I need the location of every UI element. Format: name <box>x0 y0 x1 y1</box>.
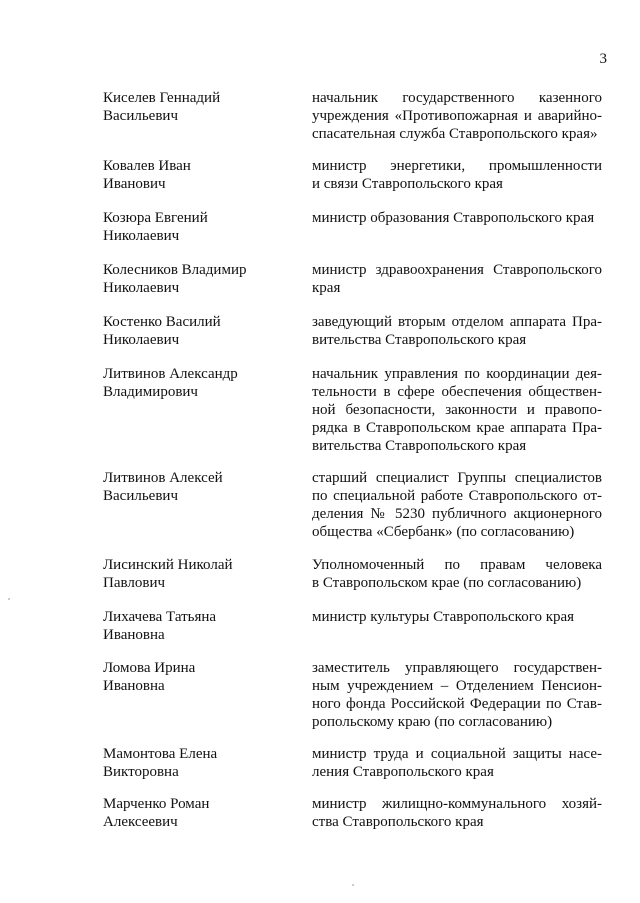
member-position <box>312 795 602 831</box>
member-position <box>312 365 602 455</box>
member-name <box>103 608 293 644</box>
member-position <box>312 659 602 731</box>
member-name <box>103 365 293 401</box>
member-position-line: заведующий вторым отделом аппарата Пра- <box>312 314 602 330</box>
member-position-line: деления № 5230 публичного акционерного <box>312 506 602 522</box>
member-position-line: общества «Сбербанк» (по согласованию) <box>312 524 575 540</box>
member-name-line: Костенко Василий <box>103 314 221 330</box>
member-name-line: Алексеевич <box>103 814 178 830</box>
member-name-line: Ковалев Иван <box>103 158 191 174</box>
member-name-line: Козюра Евгений <box>103 210 208 226</box>
member-position <box>312 313 602 349</box>
member-position <box>312 745 602 781</box>
member-name-line: Васильевич <box>103 488 178 504</box>
member-position-line: ного фонда Российской Федерации по Став- <box>312 696 602 712</box>
member-position <box>312 157 602 193</box>
member-position-line: министр образования Ставропольского края <box>312 210 595 226</box>
member-position-line: начальник управления по координации дея- <box>312 366 602 382</box>
page-number: 3 <box>599 51 607 67</box>
member-name <box>103 795 293 831</box>
member-name-line: Ломова Ирина <box>103 660 196 676</box>
member-name-line: Лихачева Татьяна <box>103 609 217 625</box>
member-position-line: спасательная служба Ставропольского края» <box>312 126 598 142</box>
member-position <box>312 556 602 592</box>
member-position-line: вительства Ставропольского края <box>312 332 527 348</box>
member-position-line: министр здравоохранения Ставропольского <box>312 262 602 278</box>
member-position-line: ления Ставропольского края <box>312 764 494 780</box>
scan-speck <box>8 598 10 600</box>
member-name <box>103 157 293 193</box>
member-name <box>103 313 293 349</box>
member-name <box>103 659 293 695</box>
member-name-line: Иванович <box>103 176 166 192</box>
member-name-line: Николаевич <box>103 332 180 348</box>
member-name <box>103 556 293 592</box>
member-name-line: Николаевич <box>103 280 180 296</box>
member-name-line: Владимирович <box>103 384 198 400</box>
member-position-line: министр культуры Ставропольского края <box>312 609 575 625</box>
member-position-line: министр труда и социальной защиты насе- <box>312 746 602 762</box>
member-position-line: ным учреждением – Отделением Пенсион- <box>312 678 602 694</box>
member-position <box>312 469 602 541</box>
member-name-line: Викторовна <box>103 764 179 780</box>
member-position-line: ропольскому краю (по согласованию) <box>312 714 553 730</box>
member-position <box>312 209 602 227</box>
member-position-line: рядка в Ставропольском крае аппарата Пра- <box>312 420 602 436</box>
member-name-line: Литвинов Алексей <box>103 470 223 486</box>
member-position-line: по специальной работе Ставропольского от- <box>312 488 602 504</box>
member-position <box>312 261 602 297</box>
member-name <box>103 261 293 297</box>
member-name <box>103 469 293 505</box>
member-name-line: Ивановна <box>103 627 165 643</box>
member-position-line: в Ставропольском крае (по согласованию) <box>312 575 582 591</box>
member-position-line: и связи Ставропольского края <box>312 176 503 192</box>
member-name-line: Киселев Геннадий <box>103 90 221 106</box>
member-position-line: старший специалист Группы специалистов <box>312 470 602 486</box>
scan-speck <box>352 884 354 886</box>
member-name-line: Колесников Владимир <box>103 262 247 278</box>
member-position-line: ной безопасности, законности и правопо- <box>312 402 602 418</box>
member-name-line: Лисинский Николай <box>103 557 233 573</box>
member-name-line: Мамонтова Елена <box>103 746 218 762</box>
member-position-line: края <box>312 280 341 296</box>
member-name-line: Литвинов Александр <box>103 366 238 382</box>
member-name-line: Марченко Роман <box>103 796 210 812</box>
member-position-line: вительства Ставропольского края <box>312 438 527 454</box>
member-position-line: заместитель управляющего государствен- <box>312 660 602 676</box>
member-name <box>103 89 293 125</box>
member-position-line: Уполномоченный по правам человека <box>312 557 602 573</box>
member-name-line: Павлович <box>103 575 166 591</box>
member-name-line: Николаевич <box>103 228 180 244</box>
member-position-line: министр энергетики, промышленности <box>312 158 602 174</box>
member-position <box>312 89 602 143</box>
member-name <box>103 745 293 781</box>
member-name-line: Васильевич <box>103 108 178 124</box>
member-position-line: начальник государственного казенного <box>312 90 602 106</box>
member-position-line: тельности в сфере обеспечения обществен- <box>312 384 602 400</box>
member-position-line: ства Ставропольского края <box>312 814 484 830</box>
member-position-line: министр жилищно-коммунального хозяй- <box>312 796 602 812</box>
member-name <box>103 209 293 245</box>
member-position <box>312 608 602 626</box>
member-position-line: учреждения «Противопожарная и аварийно- <box>312 108 602 124</box>
member-name-line: Ивановна <box>103 678 165 694</box>
